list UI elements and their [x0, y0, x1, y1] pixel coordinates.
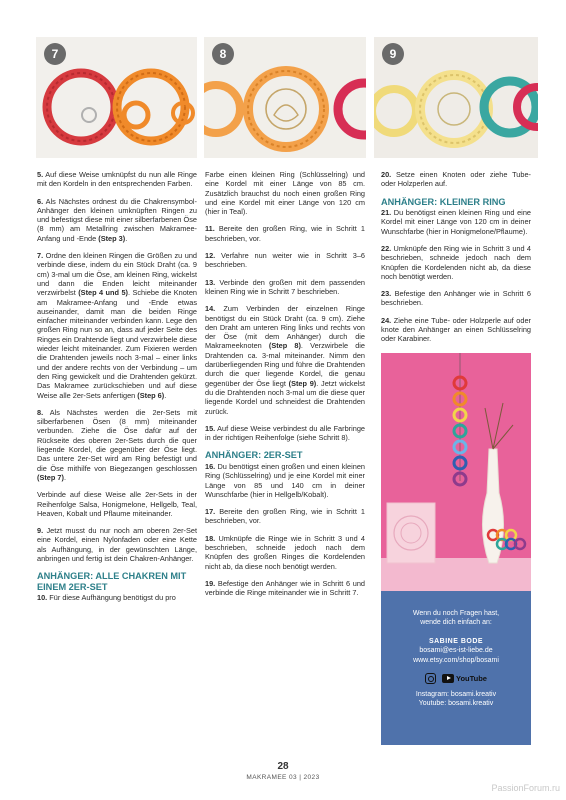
- instagram-icon: [425, 673, 436, 684]
- paragraph-step-22: 22. Umknüpfe den Ring wie in Schritt 3 und 4 beschrieben, schneide jedoch nach dem Knüpfen die Kordelenden nicht ab, da diese noch benötigt werden.: [381, 243, 531, 281]
- paragraph-step-6: 6. Als Nächstes ordnest du die Chakrensymbol-Anhänger den kleinen umknüpften Ringen zu und befestigst diese mit einer silberfarbenen Öse (8 mm) am Metallring zwischen Makramee-Anfang und -Ende (Step 3).: [37, 196, 197, 243]
- heading-alle-chakren: ANHÄNGER: ALLE CHAKREN MIT EINEM 2ER-SET: [37, 571, 187, 592]
- paragraph-step-8-order: Verbinde auf diese Weise alle 2er-Sets in der Reihenfolge Salsa, Honigmelone, Hellgelb, Teal, Heaven, Kobalt und Pflaume miteinander.: [37, 490, 197, 518]
- author-email[interactable]: bosami@es-ist-liebe.de: [419, 647, 493, 655]
- paragraph-step-9: 9. Jetzt musst du nur noch am oberen 2er-Set eine Kordel, einen Nylonfaden oder eine Kette als Aufhängung, in der gewünschten Länge, anbringen und fertig ist dein Chakren-Anhänger.: [37, 526, 197, 563]
- youtube-handle[interactable]: Youtube: bosami.kreativ: [418, 700, 494, 708]
- step-photo-9: [374, 37, 538, 158]
- step-photo-8: [204, 37, 366, 158]
- contact-info-box: [381, 591, 531, 745]
- paragraph-step-24: 24. Ziehe eine Tube- oder Holzperle auf oder knote den Anhänger an einen Schlüsselring oder Karabiner.: [381, 315, 531, 344]
- social-icons: [381, 673, 531, 684]
- heading-2er-set: ANHÄNGER: 2ER-SET: [205, 450, 303, 461]
- author-website[interactable]: www.etsy.com/shop/bosami: [413, 656, 499, 664]
- paragraph-step-11: 11. Bereite den großen Ring, wie in Schritt 1 beschrieben, vor.: [205, 224, 365, 243]
- instagram-handle[interactable]: Instagram: bosami.kreativ: [415, 691, 497, 699]
- step-photo-7: [36, 37, 197, 158]
- paragraph-step-20: 20. Setze einen Knoten oder ziehe Tube- oder Holzperlen auf.: [381, 170, 531, 189]
- text-column-2: [205, 170, 365, 605]
- step-number-badge: 9: [382, 43, 404, 65]
- paragraph-step-17: 17. Bereite den großen Ring, wie in Schritt 1 beschrieben, vor.: [205, 507, 365, 526]
- paragraph-step-10-cont: Farbe einen kleinen Ring (Schlüsselring) und eine Kordel mit einer Länge von 85 cm. Zusätzlich brauchst du noch einen großen Ring und eine Kordel mit einer Länge von 120 cm (hier in Teal).: [205, 170, 365, 217]
- paragraph-step-23: 23. Befestige den Anhänger wie in Schritt 6 beschrieben.: [381, 289, 531, 308]
- author-name: SABINE BODE: [428, 637, 484, 645]
- paragraph-step-18: 18. Umknüpfe die Ringe wie in Schritt 3 und 4 beschrieben, schneide jedoch nach dem Knüpfen des großen Ringes die Kordelenden nicht ab, da diese noch benötigt werden.: [205, 533, 365, 571]
- paragraph-step-15: 15. Auf diese Weise verbindest du alle Farbringe in der richtigen Reihenfolge (siehe Schritt 8).: [205, 423, 365, 443]
- paragraph-step-7: 7. Ordne den kleinen Ringen die Größen zu und verbinde diese, indem du ein Stück Draht (ca. 9 cm) 3-mal um die Öse, am kleinen Ring, wickelst und dann die Enden leicht miteinander verzwirbelst (Step 4 und 5). Schiebe die Knoten am Makramee-Anfang und -Ende etwas auseinander, damit man die beiden Ringe einfacher miteinander verbinden kann. Lege den großen Ring nun so an, dass auf jeder Seite des Ringes ein Drahtende liegt und verzwirbele diese wieder leicht miteinander. Zum Fixieren werden die Drahtenden jeweils noch 3-mal – einer links und der andere rechts von der Verbindung – um den Ring gewickelt und die Drahtenden gekürzt. Das Makramee zurückschieben und auf diese Weise alle 2er-Sets anfertigen (Step 6).: [37, 251, 197, 400]
- paragraph-step-12: 12. Verfahre nun weiter wie in Schritt 3–6 beschrieben.: [205, 251, 365, 270]
- paragraph-step-19: 19. Befestige den Anhänger wie in Schritt 6 und verbinde die Ringe miteinander wie in Schritt 7.: [205, 578, 365, 598]
- step-number-badge: 7: [44, 43, 66, 65]
- paragraph-step-8: 8. Als Nächstes werden die 2er-Sets mit silberfarbenen Ösen (8 mm) miteinander verbunden. Ziehe die Öse dafür auf der Rückseite des oberen 2er-Sets durch die quer liegende Kordel, die gegenüber der Öse liegt. Das untere 2er-Set wird am Ring befestigt und die Öse mithilfe von Biegezangen geschlossen (Step 7).: [37, 407, 197, 482]
- text-column-1: [37, 170, 197, 611]
- paragraph-step-5: 5. Auf diese Weise umknüpfst du nun alle Ringe mit den Kordeln in den entsprechenden Farben.: [37, 170, 197, 189]
- chakra-hanger-photo: [381, 353, 531, 591]
- paragraph-step-21: 21. Du benötigst einen kleinen Ring und eine Kordel mit einer Länge von 120 cm in deiner Wunschfarbe (hier in Honigmelone/Pflaume).: [381, 208, 531, 236]
- step-number-badge: 8: [212, 43, 234, 65]
- heading-kleiner-ring: ANHÄNGER: KLEINER RING: [381, 196, 506, 207]
- youtube-icon: [442, 674, 454, 683]
- info-line-2: wende dich einfach an:: [420, 619, 492, 627]
- paragraph-step-10: 10. Für diese Aufhängung benötigst du pro: [37, 593, 176, 603]
- info-line-1: Wenn du noch Fragen hast,: [412, 610, 500, 617]
- paragraph-step-16: 16. Du benötigst einen großen und einen kleinen Ring (Schlüsselring) und je eine Kordel mit einer Länge von 85 und 140 cm in deiner Wunschfarbe (hier in Hellgelb/Kobalt).: [205, 461, 365, 499]
- text-column-3: [381, 170, 531, 352]
- youtube-logo: YouTube: [442, 674, 487, 683]
- paragraph-step-13: 13. Verbinde den großen mit dem passenden kleinen Ring wie in Schritt 7 beschrieben.: [205, 277, 365, 296]
- watermark: PassionForum.ru: [491, 783, 560, 793]
- paragraph-step-14: 14. Zum Verbinden der einzelnen Ringe benötigst du ein Stück Draht (ca. 9 cm). Ziehe den Draht am unteren Ring links und rechts von der Öse (mit dem Anhänger) durch die Makrameeknoten (Step 8). Verzwirbele die Drahtenden ca. 3-mal miteinander. Nimm den darüberliegenden Ring und führe die Drahtenden durch die quer liegende Kordel, die genau gegenüber der Öse liegt (Step 9). Jetzt wickelst du die Drahtenden noch 3-mal um die diese quer liegende Kordel und schneidest die Drahtenden zurück.: [205, 304, 365, 416]
- page-number: 28: [277, 761, 289, 772]
- magazine-issue: MAKRAMEE 03 | 2023: [246, 774, 320, 781]
